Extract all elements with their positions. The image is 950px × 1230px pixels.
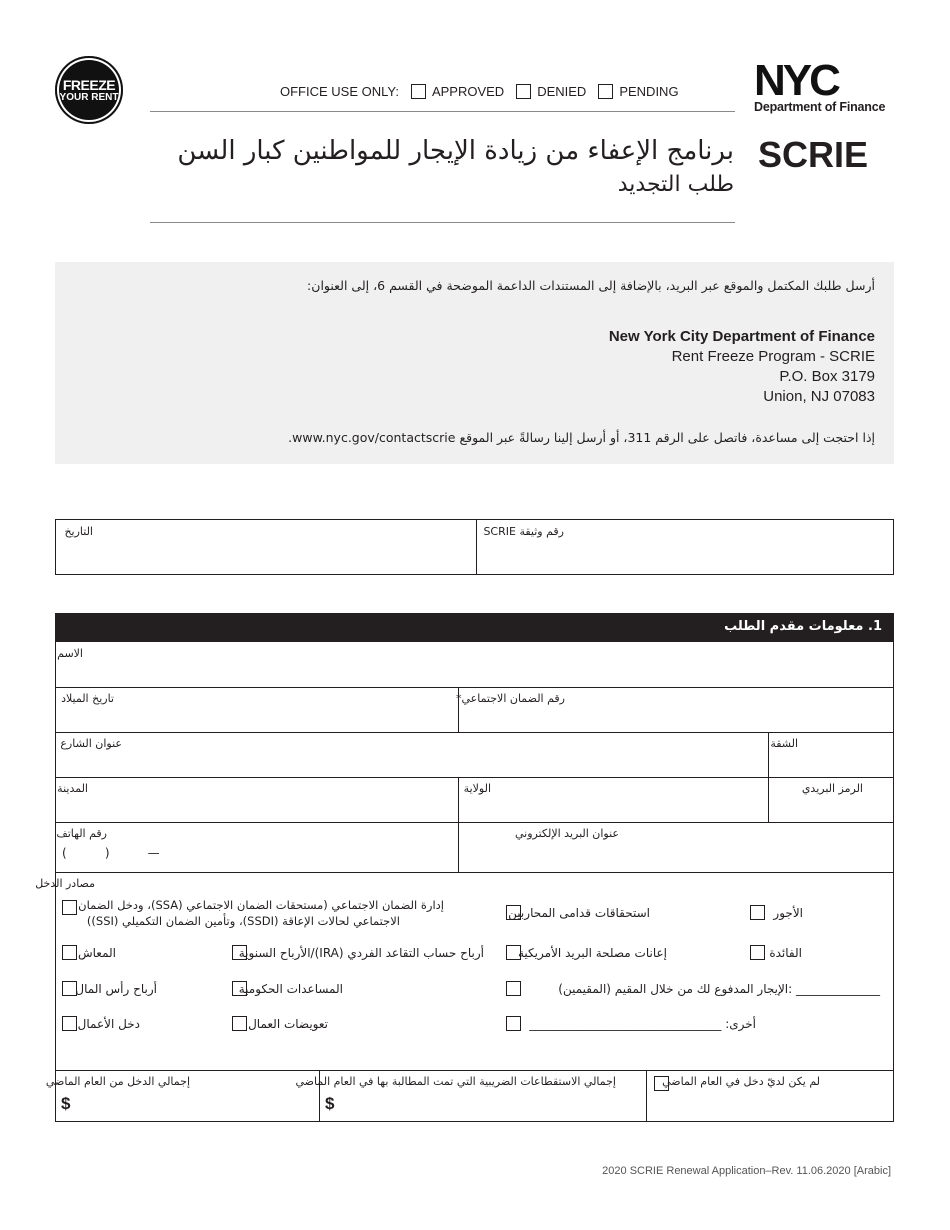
page-title: برنامج الإعفاء من زيادة الإيجار للمواطنين كبار السن bbox=[177, 136, 734, 166]
address-line3: P.O. Box 3179 bbox=[779, 368, 875, 385]
mailing-address bbox=[609, 327, 875, 407]
col-divider bbox=[768, 732, 769, 822]
street-address-field[interactable]: عنوان الشارع bbox=[60, 737, 122, 750]
phone-field[interactable]: رقم الهاتف bbox=[56, 827, 107, 840]
wages-label: الأجور bbox=[773, 906, 803, 920]
approved-label: APPROVED bbox=[431, 83, 505, 99]
boarder-rent-checkbox[interactable] bbox=[506, 981, 521, 996]
other-label: أخرى: ________________________________ bbox=[529, 1017, 756, 1031]
address-org: New York City Department of Finance bbox=[608, 328, 875, 345]
email-field[interactable]: عنوان البريد الإلكتروني bbox=[514, 827, 619, 840]
business-income-label: دخل الأعمال bbox=[77, 1017, 140, 1031]
phone-format: ( ) — bbox=[62, 846, 160, 860]
wages-checkbox[interactable] bbox=[750, 905, 765, 920]
mailing-intro: أرسل طلبك المكتمل والموقع عبر البريد، بالإضافة إلى المستندات الداعمة الموضحة في القسم 6، إلى العنوان: bbox=[307, 278, 875, 293]
address-line2: Rent Freeze Program - SCRIE bbox=[671, 348, 875, 365]
freeze-your-rent-logo bbox=[55, 56, 123, 124]
zip-code-field[interactable]: الرمز البريدي bbox=[801, 782, 863, 795]
name-field[interactable]: الاسم bbox=[57, 647, 83, 660]
denied-checkbox[interactable] bbox=[516, 84, 531, 99]
other-checkbox[interactable] bbox=[506, 1016, 521, 1031]
total-income-field[interactable]: إجمالي الدخل من العام الماضي bbox=[45, 1075, 190, 1088]
workers-comp-checkbox[interactable] bbox=[232, 1016, 247, 1031]
row-divider bbox=[55, 822, 894, 823]
col-divider bbox=[458, 777, 459, 872]
form-revision-footer: 2020 SCRIE Renewal Application–Rev. 11.06.2020 [Arabic] bbox=[602, 1165, 891, 1177]
doc-box-divider bbox=[476, 520, 477, 574]
ssa-label-line1: إدارة الضمان الاجتماعي (مستحقات الضمان الاجتماعي (SSA)، ودخل الضمان bbox=[78, 898, 444, 912]
scrie-heading: SCRIE bbox=[758, 134, 869, 175]
state-field[interactable]: الولاية bbox=[463, 782, 491, 795]
help-text: إذا احتجت إلى مساعدة، فاتصل على الرقم 311، أو أرسل إلينا رسالةً عبر الموقع www.nyc.gov/contactscrie. bbox=[288, 430, 875, 445]
col-divider bbox=[646, 1070, 647, 1122]
section1-title: 1. معلومات مقدم الطلب bbox=[724, 619, 882, 634]
pension-checkbox[interactable] bbox=[62, 945, 77, 960]
deductions-currency: $ bbox=[325, 1094, 335, 1113]
approved-checkbox[interactable] bbox=[411, 84, 426, 99]
document-number-date-box bbox=[55, 519, 894, 575]
office-use-only bbox=[280, 80, 691, 102]
workers-comp-label: تعويضات العمال bbox=[248, 1017, 328, 1031]
ssa-checkbox[interactable] bbox=[62, 900, 77, 915]
tax-deductions-field[interactable]: إجمالي الاستقطاعات الضريبية التي تمت المطالبة بها في العام الماضي bbox=[295, 1075, 616, 1088]
address-line4: Union, NJ 07083 bbox=[763, 388, 875, 405]
row-divider bbox=[55, 1070, 894, 1071]
total-income-currency: $ bbox=[61, 1094, 71, 1113]
usps-label: إعانات مصلحة البريد الأمريكية bbox=[518, 946, 667, 960]
badge-line2: YOUR RENT bbox=[59, 91, 119, 103]
nyc-logo-text: NYC bbox=[754, 62, 838, 98]
pension-label: المعاش bbox=[77, 946, 116, 960]
nyc-dof-logo bbox=[754, 62, 896, 114]
page-subtitle: طلب التجديد bbox=[617, 172, 734, 197]
header-divider-bottom bbox=[150, 222, 735, 223]
dob-field[interactable]: تاريخ الميلاد bbox=[61, 692, 114, 705]
scrie-document-number-field[interactable]: رقم وثيقة SCRIE bbox=[483, 525, 564, 538]
date-field[interactable]: التاريخ bbox=[64, 525, 93, 538]
no-income-label: لم يكن لديّ دخل في العام الماضي bbox=[662, 1075, 820, 1088]
section1-header bbox=[55, 613, 894, 642]
interest-label: الفائدة bbox=[769, 946, 802, 960]
office-use-label: OFFICE USE ONLY: bbox=[280, 83, 399, 99]
income-sources-label: مصادر الدخل bbox=[35, 877, 95, 890]
apt-field[interactable]: الشقة bbox=[770, 737, 798, 750]
row-divider bbox=[55, 687, 894, 688]
denied-label: DENIED bbox=[537, 83, 587, 99]
department-name: Department of Finance bbox=[754, 100, 886, 114]
pending-label: PENDING bbox=[619, 83, 679, 99]
applicant-info-section bbox=[55, 613, 894, 1122]
business-income-checkbox[interactable] bbox=[62, 1016, 77, 1031]
pending-checkbox[interactable] bbox=[598, 84, 613, 99]
veterans-label: استحقاقات قدامى المحاربين bbox=[508, 906, 650, 920]
badge-line1: FREEZE bbox=[62, 76, 116, 93]
city-field[interactable]: المدينة bbox=[57, 782, 88, 795]
nyc-logo-mark bbox=[754, 62, 866, 98]
row-divider bbox=[55, 872, 894, 873]
interest-checkbox[interactable] bbox=[750, 945, 765, 960]
ira-label: أرباح حساب التقاعد الفردي (IRA)/الأرباح السنوية bbox=[238, 946, 484, 960]
boarder-rent-label: ______________ :الإيجار المدفوع لك من خلال المقيم (المقيمين) bbox=[558, 982, 880, 996]
capital-gains-label: أرباح رأس المال bbox=[75, 982, 157, 996]
ssa-label-line2: الاجتماعي لحالات الإعاقة (SSDI)، وتأمين الضمان التكميلي (SSI)) bbox=[86, 914, 400, 928]
government-assistance-label: المساعدات الحكومية bbox=[238, 982, 343, 996]
ssn-field[interactable]: رقم الضمان الاجتماعي* bbox=[455, 692, 565, 705]
header-divider-top bbox=[150, 111, 735, 112]
